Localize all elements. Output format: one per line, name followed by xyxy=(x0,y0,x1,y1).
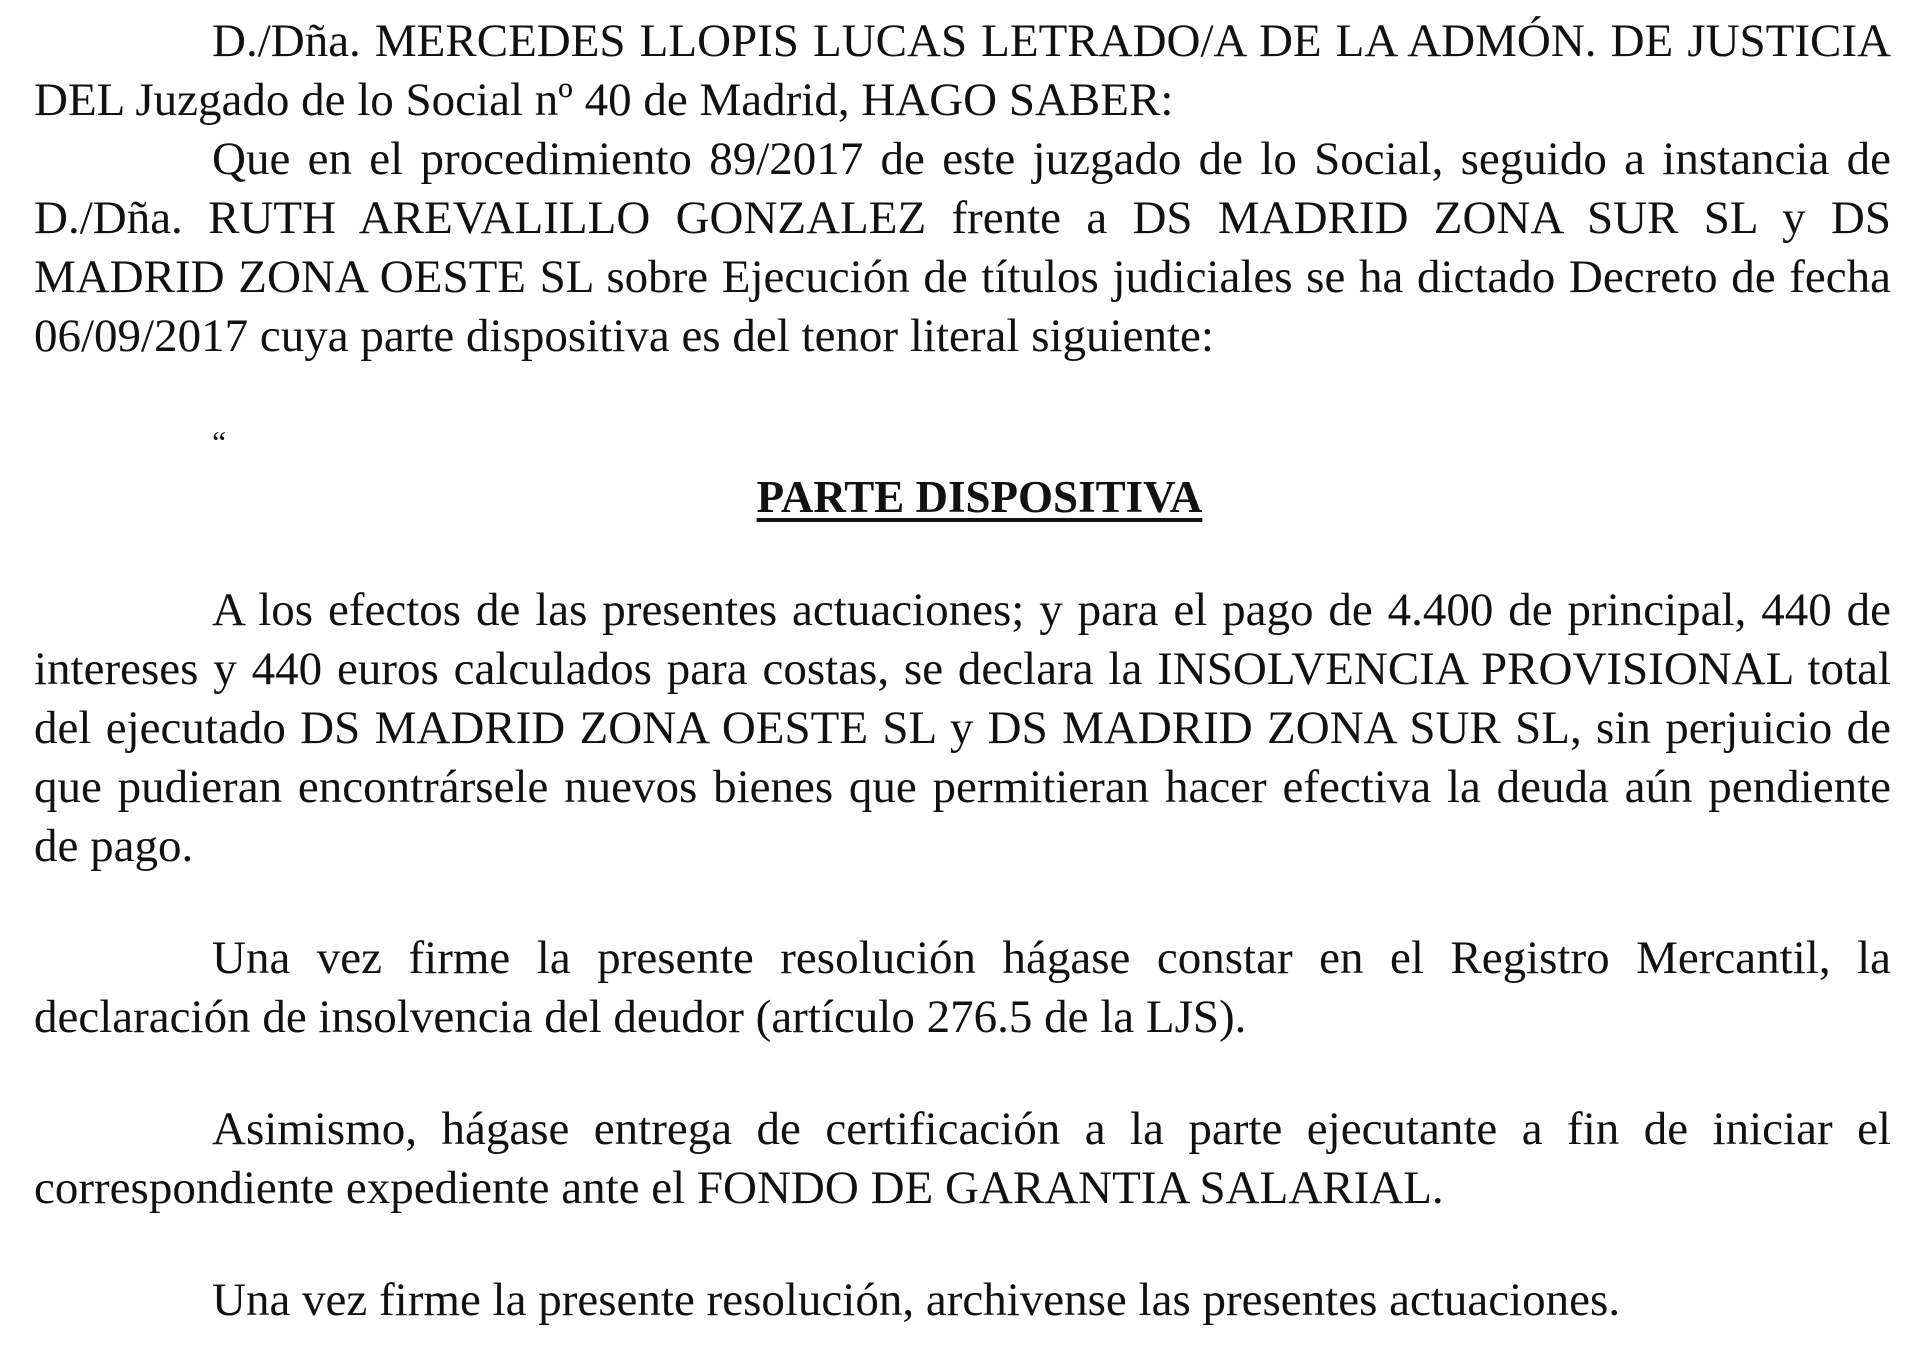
procedure-paragraph: Que en el procedimiento 89/2017 de este juzgado de lo Social, seguido a instancia de D./Dña. RUTH AREVALILLO GONZALEZ frente a DS MADRID ZONA SUR SL y DS MADRID ZONA OESTE SL sobre Ejecución de títulos judiciales se ha dictado Decreto de fecha 06/09/2017 cuya parte dispositiva es del tenor literal siguiente: xyxy=(34,133,1891,362)
spacer xyxy=(34,876,1891,929)
registry-paragraph: Una vez firme la presente resolución hágase constar en el Registro Mercantil, la declaración de insolvencia del deudor (artículo 276.5 de la LJS). xyxy=(34,932,1891,1043)
certification-paragraph: Asimismo, hágase entrega de certificación a la parte ejecutante a fin de iniciar el correspondiente expediente ante el FONDO DE GARANTIA SALARIAL. xyxy=(34,1103,1891,1214)
archive-paragraph: Una vez firme la presente resolución, archivense las presentes actuaciones. xyxy=(212,1274,1621,1326)
insolvency-paragraph: A los efectos de las presentes actuaciones; y para el pago de 4.400 de principal, 440 de intereses y 440 euros calculados para costas, se declara la INSOLVENCIA PROVISIONAL total del ejecutado DS MADRID ZONA OESTE SL y DS MADRID ZONA SUR SL, sin perjuicio de que pudieran encontrársele nuevos bienes que permitieran hacer efectiva la deuda aún pendiente de pago. xyxy=(34,584,1891,872)
intro-paragraph: D./Dña. MERCEDES LLOPIS LUCAS LETRADO/A DE LA ADMÓN. DE JUSTICIA DEL Juzgado de lo Social nº 40 de Madrid, HAGO SABER: xyxy=(34,15,1891,126)
spacer xyxy=(34,366,1891,422)
section-title: PARTE DISPOSITIVA xyxy=(756,472,1203,522)
spacer xyxy=(34,1218,1891,1271)
spacer xyxy=(34,528,1891,581)
document-page xyxy=(34,12,1891,1330)
opening-quote-mark: “ xyxy=(212,424,227,460)
spacer xyxy=(34,1047,1891,1100)
